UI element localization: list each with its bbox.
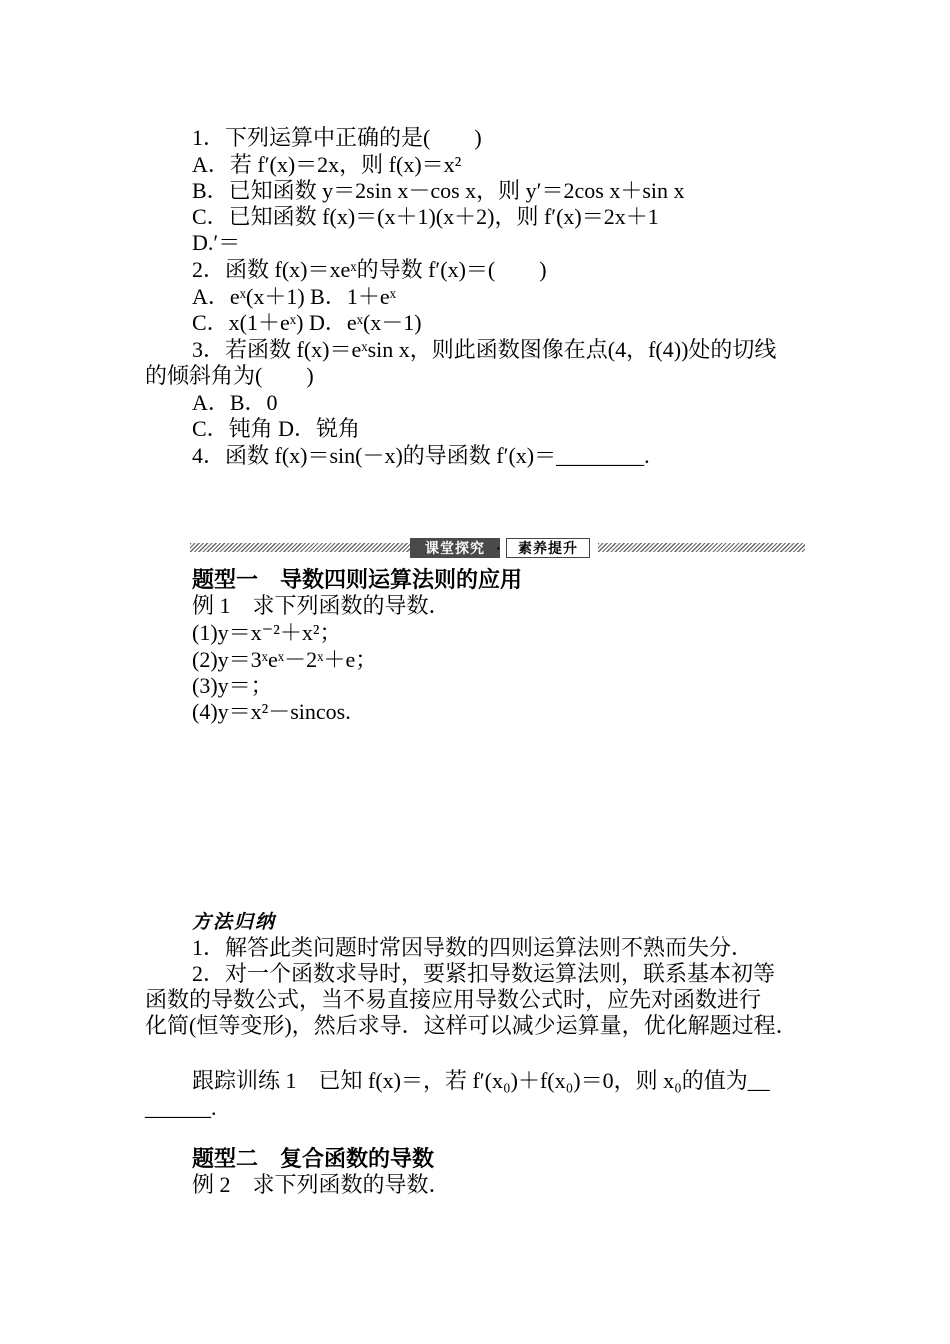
q3-options-cd: C．钝角 D．锐角 [192, 416, 361, 441]
q1-option-b: B．已知函数 y＝2sin x－cos x，则 y′＝2cos x＋sin x [192, 178, 685, 203]
q2-options-cd: C．x(1＋eˣ) D．eˣ(x－1) [192, 310, 422, 335]
type1-item-2: (2)y＝3ˣeˣ－2ˣ＋e； [192, 647, 378, 672]
method-title: 方法归纳 [192, 912, 277, 933]
type1-item-3: (3)y＝； [192, 673, 273, 698]
type1-title: 题型一 导数四则运算法则的应用 [192, 567, 523, 592]
q3-options-ab: A．B．0 [192, 390, 278, 415]
banner-hatch-left [190, 543, 410, 552]
banner-label-left: 课堂探究 [410, 538, 500, 558]
banner-label-right: 素养提升 [506, 538, 590, 558]
type1-example: 例 1 求下列函数的导数． [192, 593, 451, 618]
type1-item-4: (4)y＝x²－sincos. [192, 699, 351, 724]
type2-title: 题型二 复合函数的导数 [192, 1146, 435, 1171]
section-banner [190, 538, 805, 558]
banner-hatch-right [598, 543, 805, 552]
type2-example: 例 2 求下列函数的导数． [192, 1172, 451, 1197]
track1-line1: 跟踪训练 1 已知 f(x)＝，若 f′(x₀)＋f(x₀)＝0，则 x₀的值为__ [192, 1068, 770, 1093]
q3-stem-line2: 的倾斜角为( ) [145, 363, 314, 388]
q3-stem-line1: 3．若函数 f(x)＝eˣsin x，则此函数图像在点(4，f(4))处的切线 [192, 337, 777, 362]
method-point-2-line2: 函数的导数公式，当不易直接应用导数公式时，应先对函数进行 [145, 987, 762, 1012]
q1-stem: 1．下列运算中正确的是( ) [192, 125, 482, 150]
q4-stem: 4．函数 f(x)＝sin(－x)的导函数 f′(x)＝________. [192, 443, 650, 468]
q2-stem: 2．函数 f(x)＝xeˣ的导数 f′(x)＝( ) [192, 257, 547, 282]
q1-option-d: D.′＝ [192, 230, 241, 255]
method-point-2-line1: 2．对一个函数求导时，要紧扣导数运算法则，联系基本初等 [192, 961, 776, 986]
q1-option-c: C．已知函数 f(x)＝(x＋1)(x＋2)，则 f′(x)＝2x＋1 [192, 204, 659, 229]
q2-options-ab: A．eˣ(x＋1) B．1＋eˣ [192, 284, 396, 309]
method-point-1: 1．解答此类问题时常因导数的四则运算法则不熟而失分． [192, 935, 754, 960]
q1-option-a: A．若 f′(x)＝2x，则 f(x)＝x² [192, 152, 462, 177]
banner-separator: · [496, 542, 501, 557]
track1-line2: ______. [145, 1095, 217, 1120]
method-point-2-line3: 化简(恒等变形)，然后求导．这样可以减少运算量，优化解题过程． [145, 1013, 798, 1038]
type1-item-1: (1)y＝x⁻²＋x²； [192, 620, 342, 645]
